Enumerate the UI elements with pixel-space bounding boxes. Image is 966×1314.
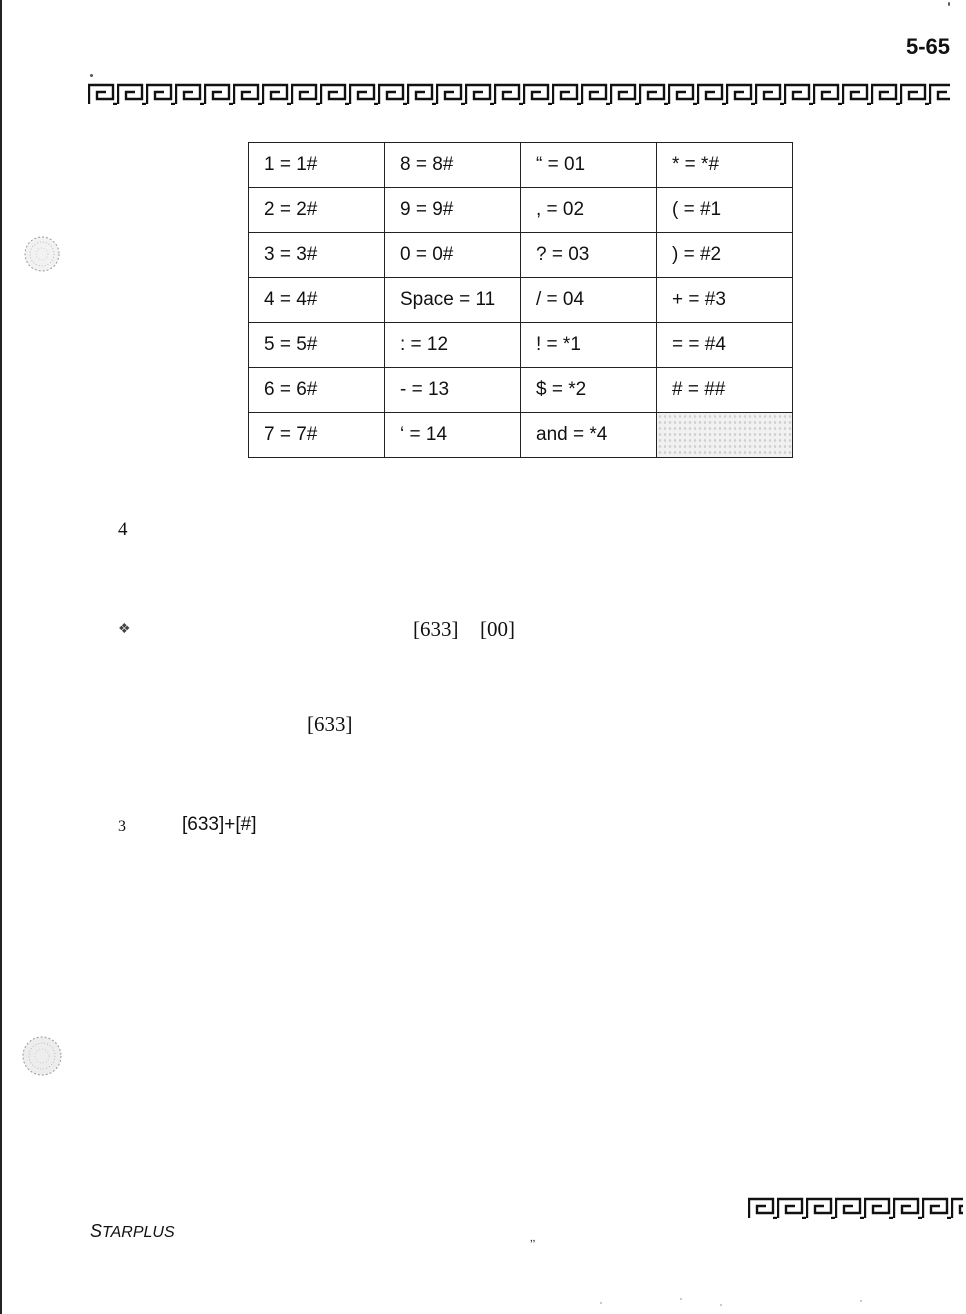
print-speck — [948, 2, 950, 6]
greek-key-border-bottom — [748, 1197, 963, 1219]
print-speck — [680, 1298, 682, 1300]
table-cell: ! = *1 — [521, 323, 657, 368]
table-cell: * = *# — [657, 143, 793, 188]
table-cell: + = #3 — [657, 278, 793, 323]
table-cell: ‘ = 14 — [385, 413, 521, 458]
footer-brand-initial: S — [90, 1221, 103, 1241]
table-row — [249, 323, 793, 368]
table-cell: , = 02 — [521, 188, 657, 233]
footer-mark: ‚‚ — [530, 1230, 536, 1244]
page-number: 5-65 — [905, 34, 950, 59]
print-speck — [860, 1300, 862, 1302]
keypad-character-code-table — [248, 142, 793, 458]
table-cell: 3 = 3# — [249, 233, 385, 278]
table-cell: 4 = 4# — [249, 278, 385, 323]
print-speck — [90, 74, 93, 77]
table-cell: : = 12 — [385, 323, 521, 368]
punch-hole-mark-upper — [22, 234, 62, 274]
table-cell: 5 = 5# — [249, 323, 385, 368]
table-cell: 9 = 9# — [385, 188, 521, 233]
table-cell: 6 = 6# — [249, 368, 385, 413]
table-cell: Space = 11 — [385, 278, 521, 323]
table-cell: ( = #1 — [657, 188, 793, 233]
table-cell: $ = *2 — [521, 368, 657, 413]
code-633-hash: [633]+[#] — [182, 814, 257, 835]
bullet-icon: ❖ — [118, 622, 131, 637]
punch-hole-mark-lower — [20, 1034, 64, 1078]
table-cell: and = *4 — [521, 413, 657, 458]
code-633: [633] — [307, 712, 353, 736]
table-row — [249, 368, 793, 413]
code-00: [00] — [480, 617, 515, 641]
table-row — [249, 278, 793, 323]
table-cell: 7 = 7# — [249, 413, 385, 458]
table-row — [249, 143, 793, 188]
table-cell: = = #4 — [657, 323, 793, 368]
greek-key-border-top — [88, 83, 950, 105]
step-number: 4 — [118, 519, 128, 540]
table-cell: ) = #2 — [657, 233, 793, 278]
print-speck — [600, 1302, 602, 1304]
table-row — [249, 188, 793, 233]
table-cell: - = 13 — [385, 368, 521, 413]
print-speck — [720, 1304, 722, 1306]
footer-brand — [90, 1221, 175, 1242]
footer-brand-rest: TARPLUS — [102, 1224, 175, 1241]
table-cell: 1 = 1# — [249, 143, 385, 188]
table-cell: 0 = 0# — [385, 233, 521, 278]
table-cell-shaded — [657, 413, 793, 458]
table-cell: ? = 03 — [521, 233, 657, 278]
table-cell: 2 = 2# — [249, 188, 385, 233]
table-cell: # = ## — [657, 368, 793, 413]
table-row — [249, 413, 793, 458]
code-633: [633] — [413, 617, 459, 641]
table-cell: “ = 01 — [521, 143, 657, 188]
left-edge-rule — [0, 0, 2, 1314]
step-number: 3 — [118, 818, 126, 835]
table-cell: 8 = 8# — [385, 143, 521, 188]
table-cell: / = 04 — [521, 278, 657, 323]
table-row — [249, 233, 793, 278]
